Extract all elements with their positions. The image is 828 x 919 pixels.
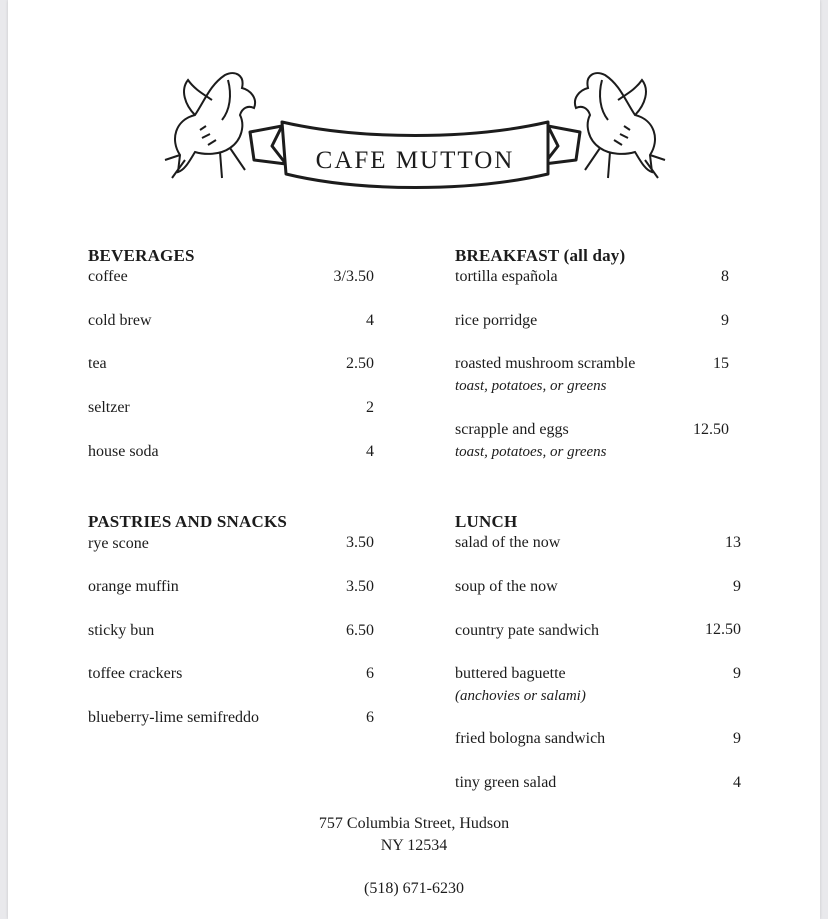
menu-item-name: salad of the now bbox=[455, 534, 561, 551]
menu-item-name: rye scone bbox=[88, 535, 149, 552]
menu-item-name: tortilla española bbox=[455, 268, 558, 285]
menu-item-name: orange muffin bbox=[88, 578, 179, 595]
menu-item-name: blueberry-lime semifreddo bbox=[88, 709, 260, 726]
winged-horse-left-icon bbox=[165, 73, 255, 178]
menu-item-name: seltzer bbox=[88, 399, 130, 416]
menu-item-name: cold brew bbox=[88, 312, 152, 329]
menu-item-name: country pate sandwich bbox=[455, 622, 599, 639]
menu-item-price: 3.50 bbox=[346, 578, 374, 595]
menu-item-price: 6 bbox=[366, 709, 374, 726]
menu-item-note: (anchovies or salami) bbox=[455, 688, 586, 704]
section-title: LUNCH bbox=[455, 512, 518, 531]
menu-item-price: 8 bbox=[721, 268, 729, 285]
menu-item-price: 12.50 bbox=[693, 421, 729, 438]
menu-item-price: 9 bbox=[733, 730, 741, 747]
menu-item-name: scrapple and eggs bbox=[455, 421, 569, 438]
menu-item-note: toast, potatoes, or greens bbox=[455, 444, 607, 460]
address-line-2: NY 12534 bbox=[380, 837, 448, 854]
phone-number: (518) 671-6230 bbox=[364, 880, 464, 897]
menu-item-name: sticky bun bbox=[88, 622, 155, 639]
menu-item-price: 4 bbox=[733, 774, 741, 791]
menu-item-name: soup of the now bbox=[455, 578, 558, 595]
menu-item-price: 6 bbox=[366, 665, 374, 682]
cafe-mutton-logo bbox=[150, 60, 680, 200]
menu-item-name: buttered baguette bbox=[455, 665, 566, 682]
address-line-1: 757 Columbia Street, Hudson bbox=[318, 815, 510, 832]
menu-item-price: 15 bbox=[713, 355, 729, 372]
menu-item-price: 3/3.50 bbox=[333, 268, 374, 285]
menu-item-note: toast, potatoes, or greens bbox=[455, 378, 607, 394]
section-title: BREAKFAST (all day) bbox=[455, 246, 626, 265]
menu-item-price: 4 bbox=[366, 312, 374, 329]
menu-item-price: 2.50 bbox=[346, 355, 374, 372]
menu-item-name: toffee crackers bbox=[88, 665, 183, 682]
menu-item-price: 4 bbox=[366, 443, 374, 460]
menu-item-price: 2 bbox=[366, 399, 374, 416]
logo-text: CAFE MUTTON bbox=[315, 147, 515, 174]
menu-item-price: 6.50 bbox=[346, 622, 374, 639]
menu-item-price: 9 bbox=[733, 665, 741, 682]
menu-item-price: 9 bbox=[721, 312, 729, 329]
menu-item-name: house soda bbox=[88, 443, 159, 460]
menu-item-name: roasted mushroom scramble bbox=[455, 355, 636, 372]
menu-item-price: 3.50 bbox=[346, 534, 374, 551]
menu-item-price: 13 bbox=[725, 534, 741, 551]
menu-item-name: tea bbox=[88, 355, 107, 372]
winged-horse-right-icon bbox=[575, 73, 665, 178]
section-title: BEVERAGES bbox=[88, 246, 195, 265]
menu-item-price: 9 bbox=[733, 578, 741, 595]
menu-item-name: rice porridge bbox=[455, 312, 538, 329]
menu-item-price: 12.50 bbox=[705, 621, 741, 638]
menu-item-name: fried bologna sandwich bbox=[455, 730, 606, 747]
section-title: PASTRIES AND SNACKS bbox=[88, 512, 288, 531]
menu-item-name: tiny green salad bbox=[455, 774, 557, 791]
menu-item-name: coffee bbox=[88, 268, 128, 285]
